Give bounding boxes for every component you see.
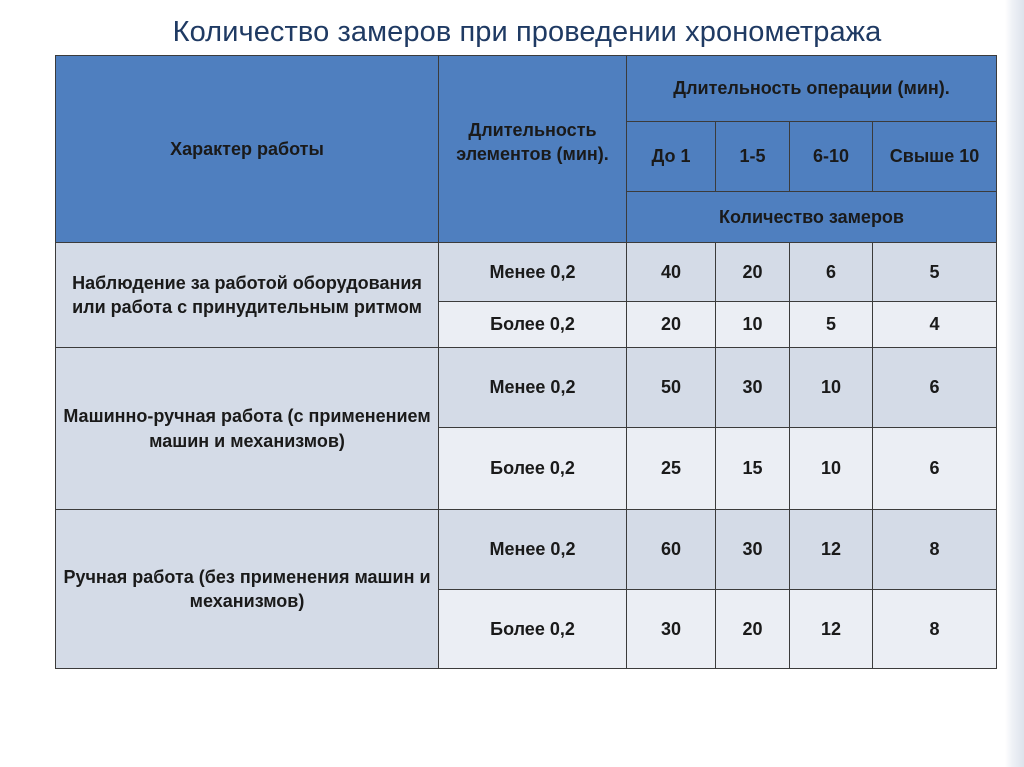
duration-cell: Менее 0,2 — [439, 510, 627, 590]
category-cell: Машинно-ручная работа (с применением машин и механизмов) — [56, 348, 439, 510]
slide-title: Количество замеров при проведении хронометража — [172, 16, 882, 48]
element-duration-header-label: Длительность элементов (мин). — [456, 119, 609, 164]
value-cell: 5 — [873, 243, 997, 302]
value-cell: 20 — [627, 302, 716, 348]
value-cell: 12 — [790, 590, 873, 669]
table-row — [56, 243, 997, 302]
category-cell: Наблюдение за работой оборудования или работа с принудительным ритмом — [56, 243, 439, 348]
value-cell: 20 — [716, 243, 790, 302]
slide-right-edge — [1005, 0, 1024, 767]
measurements-count-header: Количество замеров — [627, 192, 997, 243]
value-cell: 30 — [716, 510, 790, 590]
duration-cell: Более 0,2 — [439, 428, 627, 510]
value-cell: 50 — [627, 348, 716, 428]
value-cell: 15 — [716, 428, 790, 510]
value-cell: 10 — [790, 348, 873, 428]
value-cell: 10 — [790, 428, 873, 510]
range-header-up-to-1: До 1 — [627, 122, 716, 192]
table-row — [56, 510, 997, 590]
table-row — [56, 348, 997, 428]
value-cell: 6 — [873, 348, 997, 428]
element-duration-header — [439, 56, 627, 243]
value-cell: 4 — [873, 302, 997, 348]
operation-duration-header: Длительность операции (мин). — [627, 56, 997, 122]
value-cell: 20 — [716, 590, 790, 669]
work-type-header: Характер работы — [56, 56, 439, 243]
value-cell: 6 — [790, 243, 873, 302]
duration-cell: Более 0,2 — [439, 302, 627, 348]
value-cell: 60 — [627, 510, 716, 590]
value-cell: 12 — [790, 510, 873, 590]
duration-cell: Более 0,2 — [439, 590, 627, 669]
range-header-over-10: Свыше 10 — [873, 122, 997, 192]
value-cell: 25 — [627, 428, 716, 510]
range-header-6-10: 6-10 — [790, 122, 873, 192]
category-cell: Ручная работа (без применения машин и механизмов) — [56, 510, 439, 669]
value-cell: 30 — [716, 348, 790, 428]
value-cell: 5 — [790, 302, 873, 348]
range-header-1-5: 1-5 — [716, 122, 790, 192]
value-cell: 8 — [873, 590, 997, 669]
measurements-table — [55, 55, 997, 669]
header-row-1 — [56, 56, 997, 122]
duration-cell: Менее 0,2 — [439, 348, 627, 428]
value-cell: 40 — [627, 243, 716, 302]
duration-cell: Менее 0,2 — [439, 243, 627, 302]
value-cell: 10 — [716, 302, 790, 348]
value-cell: 8 — [873, 510, 997, 590]
value-cell: 6 — [873, 428, 997, 510]
value-cell: 30 — [627, 590, 716, 669]
